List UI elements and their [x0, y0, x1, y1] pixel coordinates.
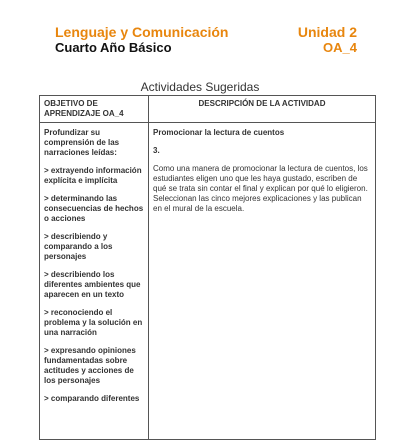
objective-intro: Profundizar su comprensión de las narraciones leídas:	[44, 128, 120, 157]
objective-item: > determinando las consecuencias de hechos o acciones	[44, 194, 144, 223]
header-row-top	[55, 24, 357, 40]
table-header-row	[40, 96, 376, 123]
activities-table	[39, 95, 376, 440]
activity-cell	[149, 123, 376, 440]
section-title: Actividades Sugeridas	[140, 80, 260, 94]
objective-item: > describiendo y comparando a los personajes	[44, 232, 113, 261]
document-header	[55, 24, 357, 56]
activity-description: Como una manera de promocionar la lectura de cuentos, los estudiantes eligen uno que les haya gustado, escriben de qué se trata sin contar el final y explican por qué lo eligieron. Seleccionan las cinco mejores explicaciones y las publican en el mural de la escuela.	[153, 164, 368, 213]
header-row-bottom	[55, 40, 357, 56]
objective-cell	[40, 123, 149, 440]
table-row	[40, 123, 376, 440]
unit-label: Unidad 2	[297, 24, 357, 40]
subject-title: Lenguaje y Comunicación	[55, 24, 229, 40]
column-header-description: DESCRIPCIÓN DE LA ACTIVIDAD	[149, 96, 376, 123]
column-header-objective: OBJETIVO DE APRENDIZAJE OA_4	[40, 96, 149, 123]
objective-item: > reconociendo el problema y la solución en una narración	[44, 308, 143, 337]
activity-number: 3.	[153, 146, 160, 155]
objective-item: > comparando diferentes	[44, 394, 140, 403]
activity-title: Promocionar la lectura de cuentos	[153, 128, 285, 137]
objective-item: > describiendo los diferentes ambientes que aparecen en un texto	[44, 270, 141, 299]
grade-label: Cuarto Año Básico	[55, 40, 172, 55]
objective-item: > expresando opiniones fundamentadas sobre actitudes y acciones de los personajes	[44, 346, 136, 385]
objective-item: > extrayendo información explícita e implícita	[44, 166, 142, 185]
oa-code: OA_4	[323, 40, 357, 55]
